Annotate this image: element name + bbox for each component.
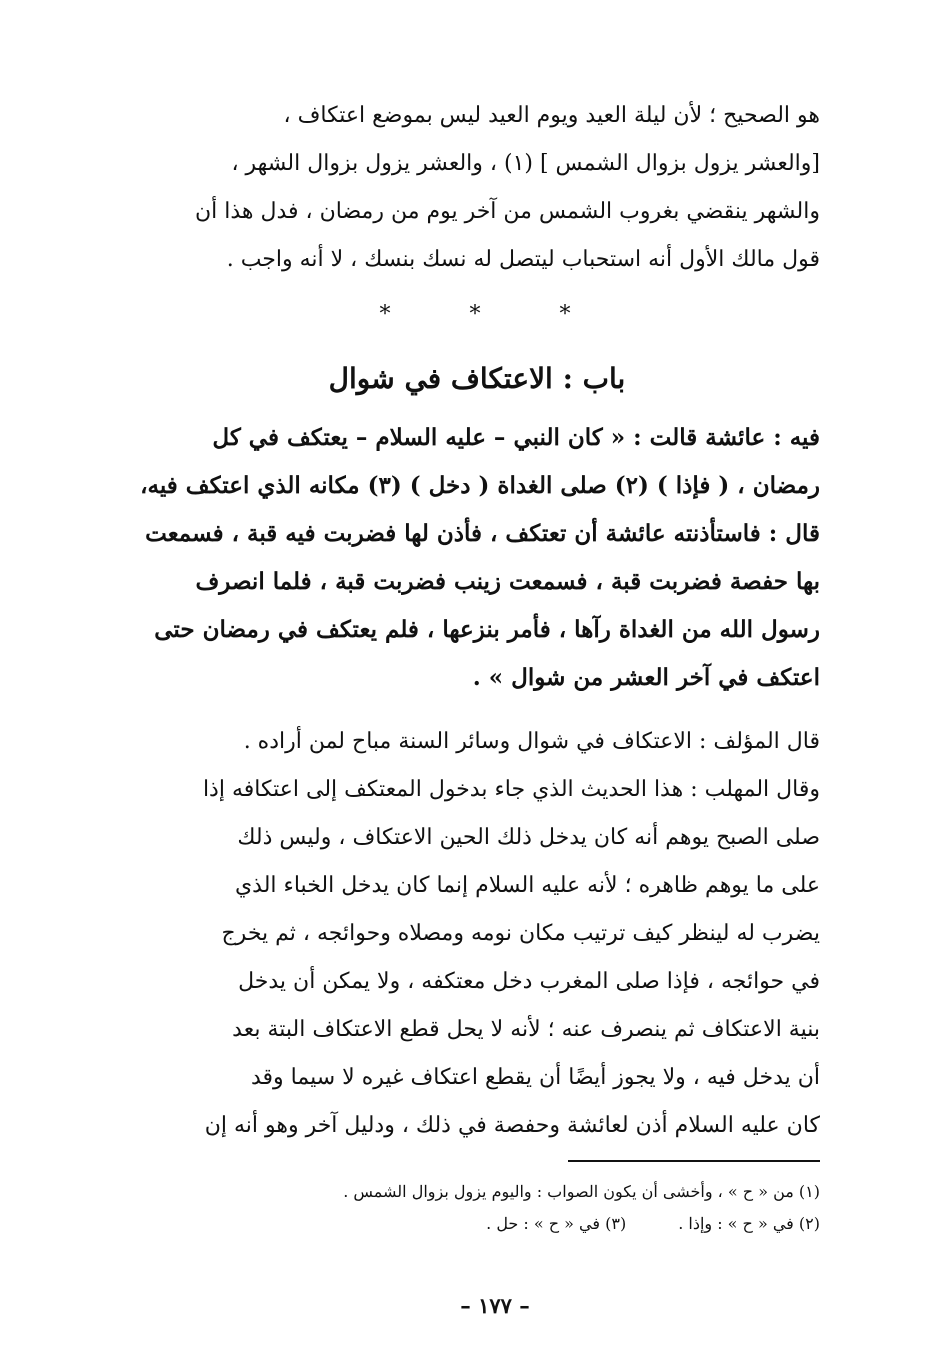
text-line: اعتكف في آخر العشر من شوال » . (472, 664, 820, 691)
text-line: قول مالك الأول أنه استحباب ليتصل له نسك بنسك ، لا أنه واجب . (226, 247, 820, 272)
asterisk-ornament: * (469, 302, 481, 327)
text-line: وقال المهلب : هذا الحديث الذي جاء بدخول المعتكف إلى اعتكافه إذا (202, 777, 820, 802)
footnotes (134, 1176, 820, 1240)
text-line: أن يدخل فيه ، ولا يجوز أيضًا أن يقطع اعتكاف غيره لا سيما وقد (250, 1065, 820, 1090)
text-line: بها حفصة فضربت قبة ، فسمعت زينب فضربت قبة ، فلما انصرف (195, 568, 820, 595)
text-line: بنية الاعتكاف ثم ينصرف عنه ؛ لأنه لا يحل قطع الاعتكاف البتة بعد (232, 1017, 820, 1042)
footnote-1: (١) من « ح » ، وأخشى أن يكون الصواب : واليوم يزول بزوال الشمس . (343, 1182, 820, 1201)
text-line: هو الصحيح ؛ لأن ليلة العيد ويوم العيد ليس بموضع اعتكاف ، (283, 103, 820, 128)
commentary-paragraph (134, 718, 820, 1150)
text-line: كان عليه السلام أذن لعائشة وحفصة في ذلك ، ودليل آخر وهو أنه إن (204, 1113, 820, 1138)
intro-paragraph (134, 92, 820, 284)
text-line: في حوائجه ، فإذا صلى المغرب دخل معتكفه ، ولا يمكن أن يدخل (238, 969, 820, 994)
footnote-divider (568, 1160, 820, 1162)
text-line: صلى الصبح يوهم أنه كان يدخل ذلك الحين الاعتكاف ، وليس ذلك (237, 825, 820, 850)
text-line: رسول الله من الغداة رآها ، فأمر بنزعها ، فلم يعتكف في رمضان حتى (154, 616, 820, 643)
page-number: – ١٧٧ – (460, 1293, 530, 1318)
text-line: قال المؤلف : الاعتكاف في شوال وسائر السنة مباح لمن أراده . (243, 729, 820, 754)
text-line: [والعشر يزول بزوال الشمس ] (١) ، والعشر يزول بزوال الشهر ، (231, 151, 820, 176)
section-separator (370, 300, 580, 330)
footnote-3: (٣) في « ح » : حل . (486, 1214, 627, 1233)
text-line: على ما يوهم ظاهره ؛ لأنه عليه السلام إنما كان يدخل الخباء الذي (234, 873, 820, 898)
asterisk-ornament: * (559, 302, 571, 327)
asterisk-ornament: * (379, 302, 391, 327)
text-line: يضرب له لينظر كيف ترتيب مكان نومه ومصلاه وحوائجه ، ثم يخرج (221, 921, 820, 946)
footnote-2: (٢) في « ح » : وإذا . (678, 1214, 820, 1233)
hadith-paragraph (134, 414, 820, 702)
text-line: قال : فاستأذنته عائشة أن تعتكف ، فأذن لها فضربت فيه قبة ، فسمعت (145, 520, 820, 547)
text-line: والشهر ينقضي بغروب الشمس من آخر يوم من رمضان ، فدل هذا أن (194, 199, 820, 224)
footnote-row (134, 1208, 820, 1240)
text-line: رمضان ، ( فإذا ) (٢) صلى الغداة ( دخل ) (٣) مكانه الذي اعتكف فيه، (140, 472, 820, 499)
text-line: فيه : عائشة قالت : « كان النبي – عليه السلام – يعتكف في كل (212, 424, 820, 451)
chapter-title: باب : الاعتكاف في شوال (328, 362, 626, 395)
